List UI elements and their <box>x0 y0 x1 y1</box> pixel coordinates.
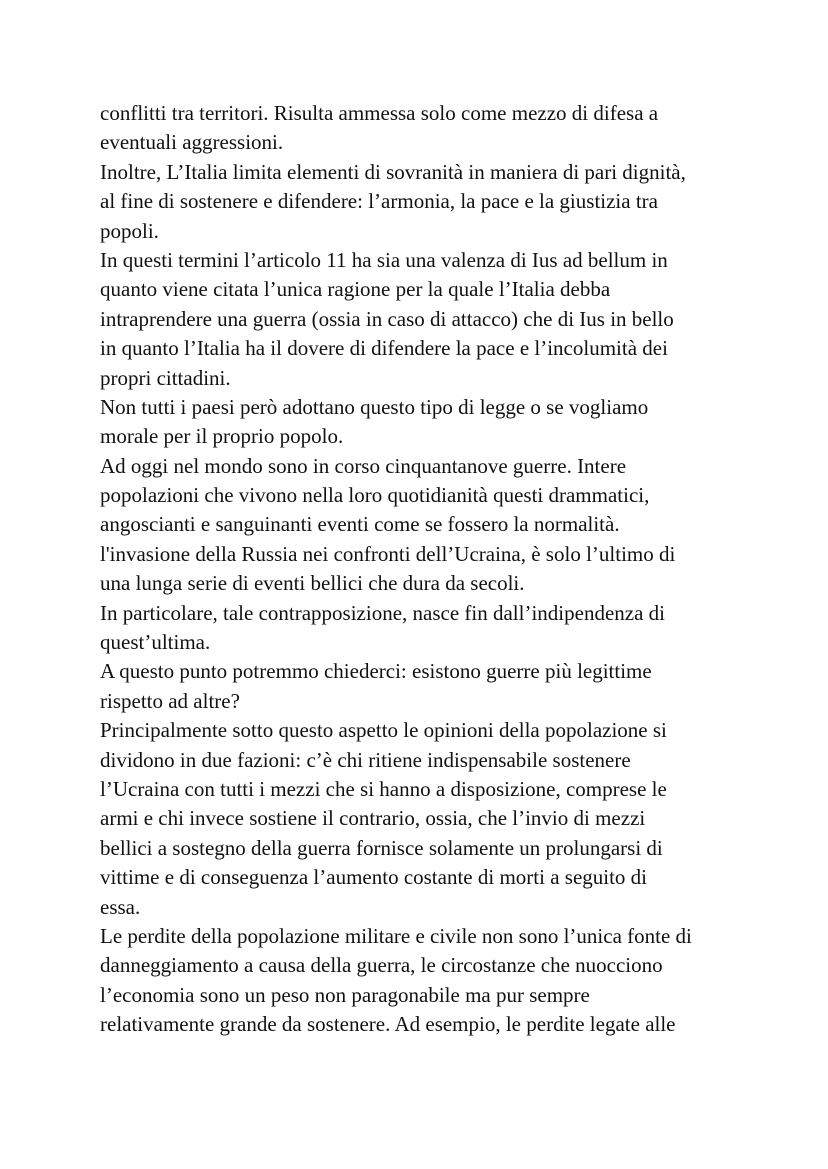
text-line: In particolare, tale contrapposizione, nasce fin dall’indipendenza di <box>100 600 666 625</box>
text-line: popoli. <box>100 218 159 243</box>
text-line: dividono in due fazioni: c’è chi ritiene indispensabile sostenere <box>100 747 631 772</box>
text-line: rispetto ad altre? <box>100 688 240 713</box>
text-line: al fine di sostenere e difendere: l’armonia, la pace e la giustizia tra <box>100 189 658 214</box>
text-line: Ad oggi nel mondo sono in corso cinquantanove guerre. Intere <box>100 453 627 478</box>
text-line: l’Ucraina con tutti i mezzi che si hanno a disposizione, comprese le <box>100 776 667 801</box>
text-line: l'invasione della Russia nei confronti dell’Ucraina, è solo l’ultimo di <box>100 541 676 566</box>
text-line: intraprendere una guerra (ossia in caso di attacco) che di Ius in bello <box>100 306 674 331</box>
text-line: Non tutti i paesi però adottano questo tipo di legge o se vogliamo <box>100 394 649 419</box>
text-line: In questi termini l’articolo 11 ha sia una valenza di Ius ad bellum in <box>100 247 668 272</box>
text-line: bellici a sostegno della guerra fornisce solamente un prolungarsi di <box>100 835 663 860</box>
text-line: eventuali aggressioni. <box>100 130 284 155</box>
text-line: l’economia sono un peso non paragonabile ma pur sempre <box>100 982 590 1007</box>
text-line: relativamente grande da sostenere. Ad esempio, le perdite legate alle <box>100 1012 676 1037</box>
text-line: propri cittadini. <box>100 365 231 390</box>
text-line: Inoltre, L’Italia limita elementi di sovranità in maniera di pari dignità, <box>100 159 686 184</box>
text-line: armi e chi invece sostiene il contrario, ossia, che l’invio di mezzi <box>100 806 646 831</box>
text-line: morale per il proprio popolo. <box>100 424 344 449</box>
text-line: vittime e di conseguenza l’aumento costante di morti a seguito di <box>100 865 648 890</box>
text-line: A questo punto potremmo chiederci: esistono guerre più legittime <box>100 659 652 684</box>
text-line: Principalmente sotto questo aspetto le opinioni della popolazione si <box>100 718 667 743</box>
text-line: quanto viene citata l’unica ragione per la quale l’Italia debba <box>100 277 611 302</box>
text-line: quest’ultima. <box>100 630 211 655</box>
text-line: conflitti tra territori. Risulta ammessa solo come mezzo di difesa a <box>100 101 659 125</box>
text-line: essa. <box>100 894 141 919</box>
text-line: danneggiamento a causa della guerra, le circostanze che nuocciono <box>100 953 663 978</box>
text-line: in quanto l’Italia ha il dovere di difendere la pace e l’incolumità dei <box>100 336 668 361</box>
text-line: una lunga serie di eventi bellici che dura da secoli. <box>100 571 525 596</box>
body-text <box>100 99 740 1040</box>
text-line: angoscianti e sanguinanti eventi come se fossero la normalità. <box>100 512 620 537</box>
text-line: Le perdite della popolazione militare e civile non sono l’unica fonte di <box>100 923 692 948</box>
text-line: popolazioni che vivono nella loro quotidianità questi drammatici, <box>100 483 650 508</box>
